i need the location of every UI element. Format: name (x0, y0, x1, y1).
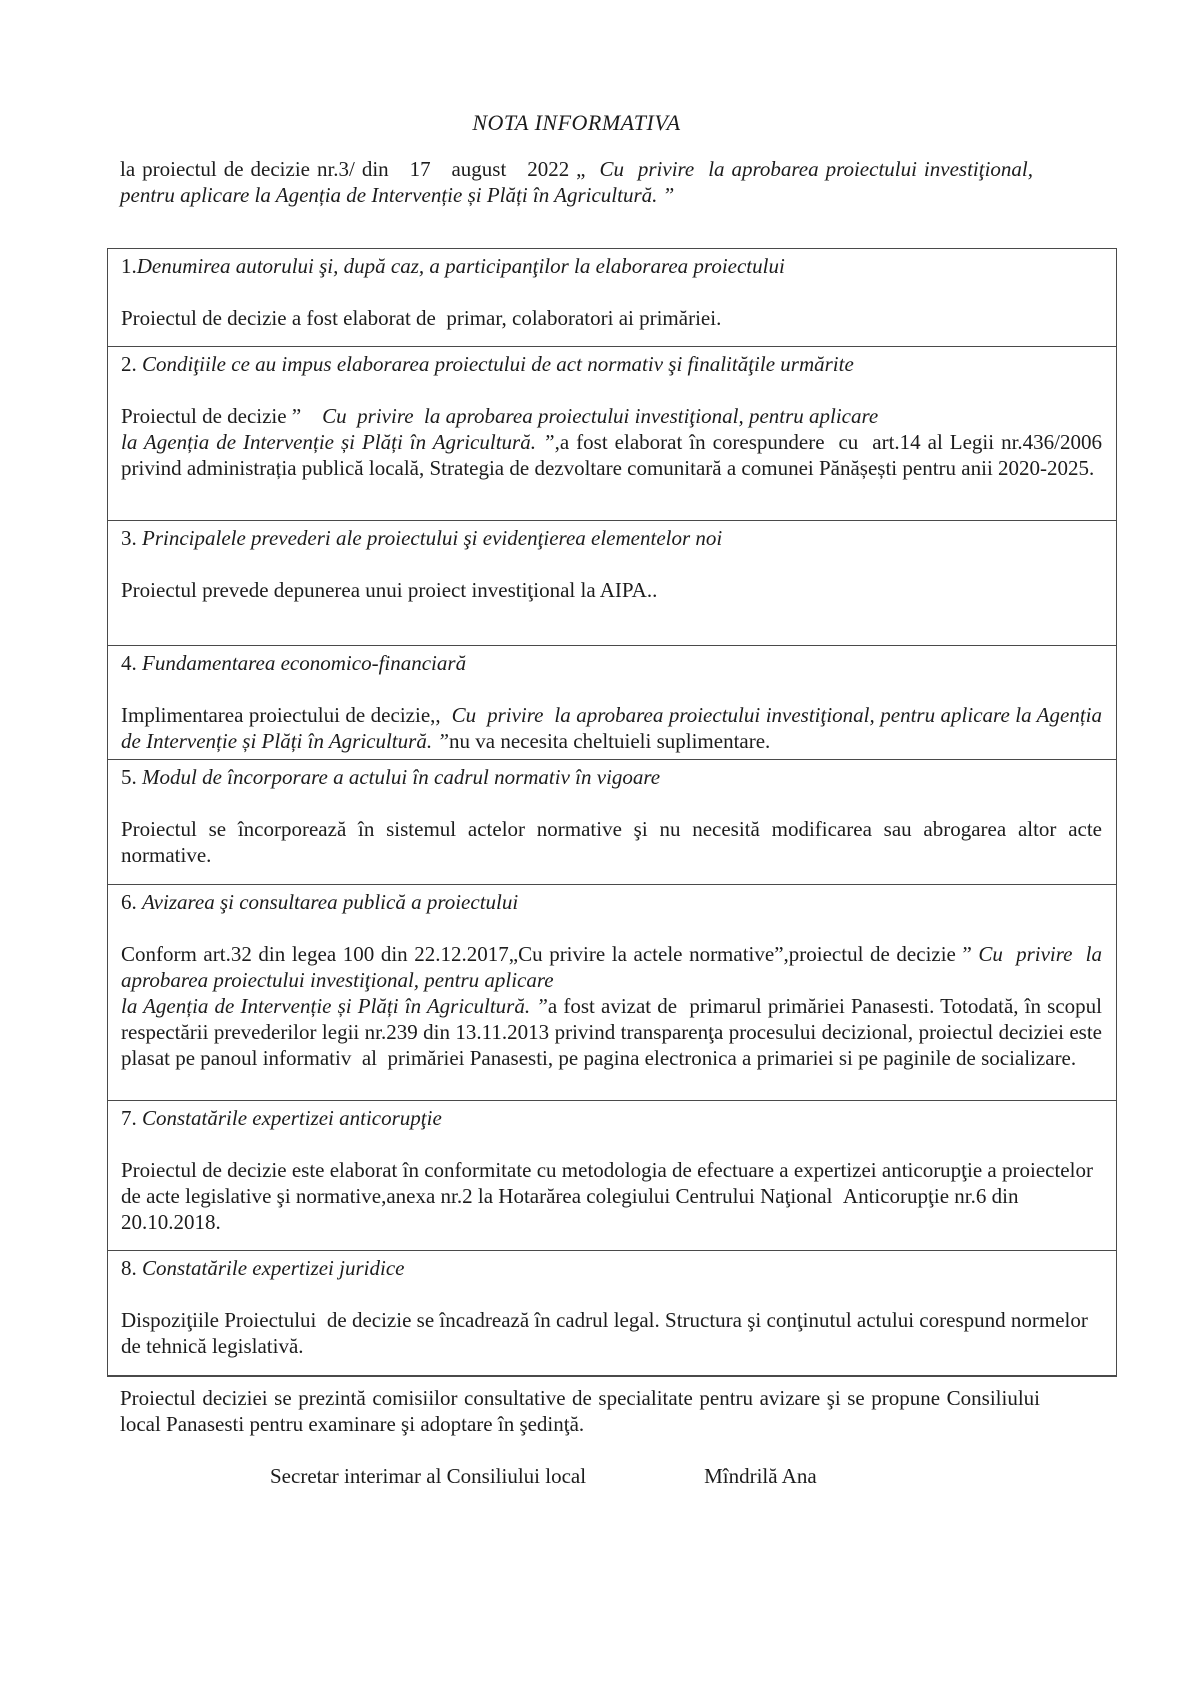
section-number: 8. (121, 1256, 142, 1280)
signature-row (270, 1463, 1190, 1489)
section-heading (121, 253, 1102, 279)
section-number: 5. (121, 765, 142, 789)
section-heading (121, 525, 1102, 551)
text-run: Proiectul de decizie este elaborat în conformitate cu metodologia de efectuare a expertizei anticorupţie a proiectelor de acte legislative şi normative,anexa nr.2 la Hotarărea colegiului Centrului Naţional Anticorupţie nr.6 din 20.10.2018. (121, 1158, 1093, 1234)
table-row-section-3 (108, 521, 1117, 646)
table-row-section-6 (108, 885, 1117, 1101)
section-body (121, 941, 1102, 1071)
section-number: 4. (121, 651, 142, 675)
text-run: nu va necesita cheltuieli suplimentare. (449, 729, 771, 753)
text-run: a fost avizat de primarul primăriei Panasesti. Totodată, în scopul respectării prevederilor legii nr.239 din 13.11.2013 privind transparenţa procesului decizional, proiectul deciziei este plasat pe panoul informativ al primăriei Panasesti, pe pagina electronica a primariei si pe paginile de socializare. (121, 994, 1102, 1070)
table-row-section-7 (108, 1101, 1117, 1251)
text-run: ,a fost elaborat în corespundere cu art.14 al Legii nr.436/2006 privind administrația publică locală, Strategia de dezvoltare comunitară a comunei Pănășești pentru anii 2020-2025. (121, 430, 1102, 480)
section-cell-1 (108, 249, 1117, 347)
table-row-section-8 (108, 1251, 1117, 1376)
signature-role: Secretar interimar al Consiliului local (270, 1463, 587, 1488)
text-run: Conform art.32 din legea 100 din 22.12.2017„Cu privire la actele normative”,proiectul de decizie ” (121, 942, 979, 966)
italic-text-run: la Agenția de Intervenție și Plăți în Agricultură. ” (121, 994, 548, 1018)
closing-paragraph: Proiectul deciziei se prezintă comisiilor consultative de specialitate pentru avizare şi se propune Consiliului local Panasesti pentru examinare şi adoptare în şedinţă. (120, 1385, 1040, 1436)
table-row-section-4 (108, 646, 1117, 760)
section-title: Avizarea şi consultarea publică a proiectului (142, 890, 519, 914)
italic-text-run: Cu privire la aprobarea proiectului investiţional, pentru aplicare (322, 404, 879, 428)
italic-text-run: Cu privire la aprobarea proiectului investiţional, pentru aplicare la Agenția de Intervenție și Plăți în Agricultură. ” (120, 157, 1033, 207)
section-body (121, 577, 1102, 603)
nota-informativa-table-body (108, 249, 1117, 1376)
section-heading (121, 889, 1102, 915)
text-run: Proiectul se încorporează în sistemul actelor normative şi nu necesită modificarea sau abrogarea altor acte normative. (121, 817, 1102, 867)
section-heading (121, 764, 1102, 790)
section-body (121, 403, 1102, 481)
section-title: Modul de încorporare a actului în cadrul normativ în vigoare (142, 765, 661, 789)
section-cell-8 (108, 1251, 1117, 1376)
section-heading (121, 1255, 1102, 1281)
section-body (121, 1157, 1102, 1235)
table-row-section-1 (108, 249, 1117, 347)
section-title: Constatările expertizei juridice (142, 1256, 405, 1280)
nota-informativa-table (107, 248, 1117, 1377)
text-run: Dispoziţiile Proiectului de decizie se încadrează în cadrul legal. Structura şi conţinutul actului corespund normelor de tehnică legislativă. (121, 1308, 1088, 1358)
text-run: Proiectul prevede depunerea unui proiect investiţional la AIPA.. (121, 578, 658, 602)
section-cell-4 (108, 646, 1117, 760)
section-body (121, 1307, 1102, 1359)
section-title: Constatările expertizei anticorupţie (142, 1106, 442, 1130)
italic-text-run: Cu privire la aprobarea proiectului investiţional, pentru aplicare (121, 942, 1103, 992)
intro-paragraph (120, 156, 1033, 208)
table-row-section-5 (108, 760, 1117, 885)
section-cell-3 (108, 521, 1117, 646)
text-run: Implimentarea proiectului de decizie,, (121, 703, 452, 727)
section-cell-5 (108, 760, 1117, 885)
section-body (121, 816, 1102, 868)
section-cell-7 (108, 1101, 1117, 1251)
text-run: Proiectul de decizie ” (121, 404, 323, 428)
text-run: la proiectul de decizie nr.3/ din 17 august 2022 „ (120, 157, 600, 181)
section-cell-2 (108, 347, 1117, 521)
section-number: 1. (121, 254, 137, 278)
section-number: 2. (121, 352, 142, 376)
section-heading (121, 351, 1102, 377)
section-title: Principalele prevederi ale proiectului şi evidenţierea elementelor noi (142, 526, 723, 550)
section-cell-6 (108, 885, 1117, 1101)
italic-text-run: Cu privire la aprobarea proiectului investiţional, pentru aplicare la Agenția de Intervenție și Plăți în Agricultură. ” (121, 703, 1102, 753)
section-body (121, 702, 1102, 754)
section-number: 7. (121, 1106, 142, 1130)
section-title: Fundamentarea economico-financiară (142, 651, 467, 675)
signature-name: Mîndrilă Ana (704, 1463, 817, 1488)
document-title: NOTA INFORMATIVA (472, 110, 681, 135)
section-title: Condiţiile ce au impus elaborarea proiectului de act normativ şi finalităţile urmărite (142, 352, 854, 376)
italic-text-run: la Agenția de Intervenție și Plăți în Agricultură. ” (121, 430, 555, 454)
section-number: 6. (121, 890, 142, 914)
section-heading (121, 1105, 1102, 1131)
section-body (121, 305, 1102, 331)
table-row-section-2 (108, 347, 1117, 521)
section-title: Denumirea autorului şi, după caz, a participanţilor la elaborarea proiectului (136, 254, 785, 278)
section-number: 3. (121, 526, 142, 550)
section-heading (121, 650, 1102, 676)
text-run: Proiectul de decizie a fost elaborat de primar, colaboratori ai primăriei. (121, 306, 722, 330)
